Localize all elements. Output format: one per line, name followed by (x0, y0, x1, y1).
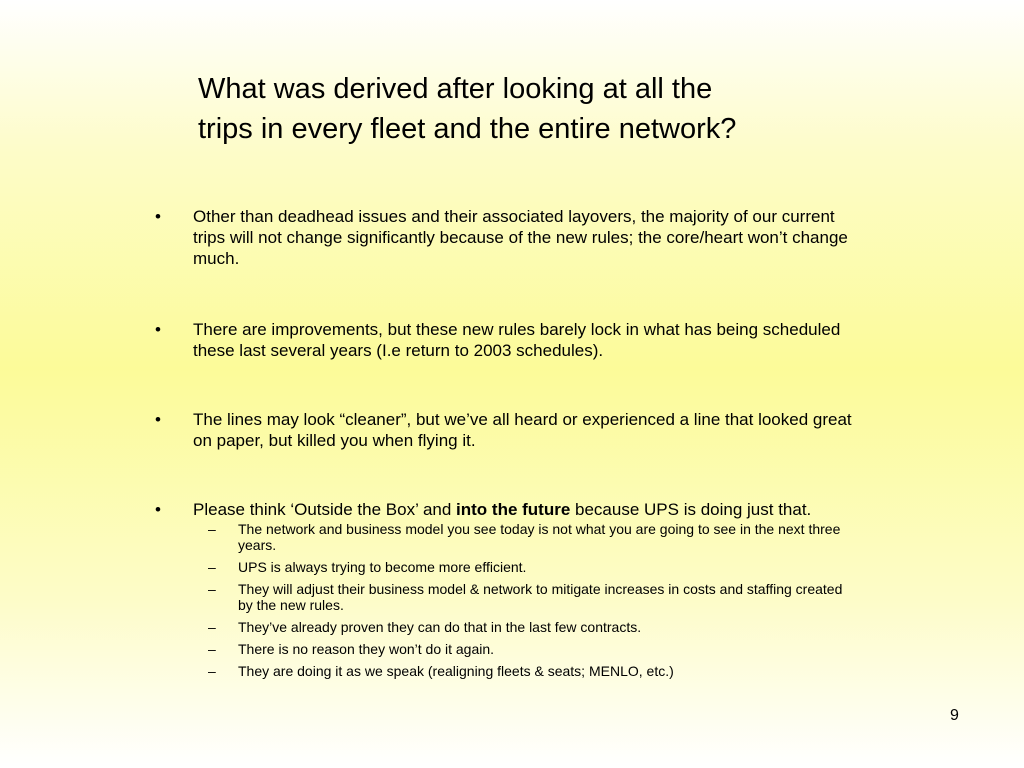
sub-bullet-marker: – (208, 663, 216, 679)
sub-bullet-item (193, 619, 855, 635)
page-number: 9 (950, 707, 959, 724)
sub-bullet-item (193, 581, 855, 613)
bullet-marker: • (155, 207, 161, 226)
bullet-item (155, 409, 855, 451)
bullet-marker: • (155, 320, 161, 339)
sub-bullet-list (193, 521, 855, 679)
bullet-text (193, 499, 855, 520)
title-line-1: What was derived after looking at all the (198, 73, 713, 105)
sub-bullet-text: UPS is always trying to become more efficient. (238, 559, 527, 575)
bullet-text: Other than deadhead issues and their associated layovers, the majority of our current trips will not change significantly because of the new rules; the core/heart won’t change much. (193, 207, 848, 268)
sub-bullet-item (193, 559, 855, 575)
bullet-marker: • (155, 410, 161, 429)
bullet-text-start: Please think ‘Outside the Box’ and (193, 500, 457, 519)
sub-bullet-text: The network and business model you see today is not what you are going to see in the next three years. (238, 521, 841, 553)
bullet-marker: • (155, 500, 161, 519)
bullet-text-bold: into the future (456, 500, 571, 519)
sub-bullet-marker: – (208, 521, 216, 537)
sub-bullet-marker: – (208, 581, 216, 597)
sub-bullet-item (193, 641, 855, 657)
slide-title (198, 69, 878, 149)
sub-bullet-text: There is no reason they won’t do it again. (238, 641, 495, 657)
sub-bullet-item (193, 521, 855, 553)
sub-bullet-text: They are doing it as we speak (realigning fleets & seats; MENLO, etc.) (238, 663, 674, 679)
sub-bullet-marker: – (208, 559, 216, 575)
title-line-2: trips in every fleet and the entire network? (198, 113, 737, 145)
sub-bullet-item (193, 663, 855, 679)
sub-bullet-marker: – (208, 619, 216, 635)
sub-bullet-text: They’ve already proven they can do that in the last few contracts. (238, 619, 642, 635)
bullet-text: The lines may look “cleaner”, but we’ve all heard or experienced a line that looked great on paper, but killed you when flying it. (193, 410, 852, 450)
sub-bullet-marker: – (208, 641, 216, 657)
bullet-item (155, 319, 855, 361)
sub-bullet-text: They will adjust their business model & network to mitigate increases in costs and staffing created by the new rules. (238, 581, 843, 613)
bullet-item (155, 206, 855, 269)
bullet-text-end: because UPS is doing just that. (570, 500, 812, 519)
bullet-text: There are improvements, but these new rules barely lock in what has being scheduled these last several years (I.e return to 2003 schedules). (193, 320, 841, 360)
bullet-item (155, 499, 855, 679)
